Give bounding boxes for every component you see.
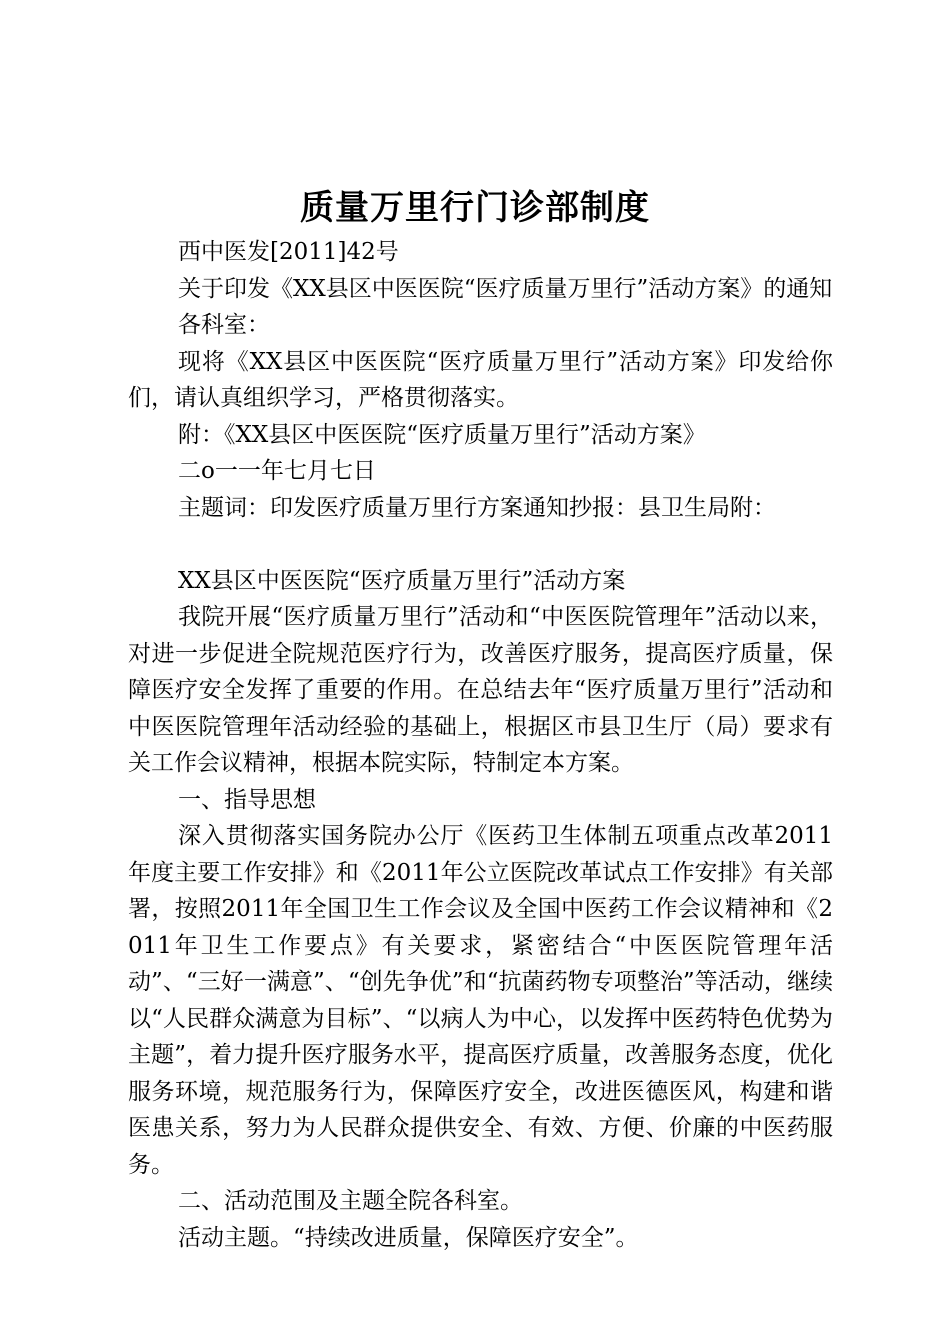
blank-line — [128, 526, 833, 563]
intro-paragraph: 我院开展“医疗质量万里行”活动和“中医医院管理年”活动以来，对进一步促进全院规范医疗行为，改善医疗服务，提高医疗质量，保障医疗安全发挥了重要的作用。在总结去年“医疗质量万里行”活动和中医医院管理年活动经验的基础上，根据区市县卫生厅（局）要求有关工作会议精神，根据本院实际，特制定本方案。 — [128, 604, 833, 776]
document-body — [128, 234, 833, 1256]
plan-title: XX县区中医医院“医疗质量万里行”活动方案 — [178, 567, 626, 594]
activity-theme: 活动主题。“持续改进质量，保障医疗安全”。 — [178, 1224, 639, 1251]
section-heading-2: 二、活动范围及主题全院各科室。 — [178, 1188, 523, 1214]
section-heading-1: 一、指导思想 — [178, 786, 316, 813]
attachment-line: 附：《XX县区中医医院“医疗质量万里行”活动方案》 — [178, 421, 706, 448]
document-number: 西中医发[2011]42号 — [178, 239, 399, 265]
document-title: 质量万里行门诊部制度 — [300, 188, 650, 228]
addressee: 各科室： — [178, 312, 270, 338]
subject-words: 主题词：印发医疗质量万里行方案通知抄报：县卫生局附： — [178, 494, 776, 521]
issue-date: 二o一一年七月七日 — [178, 458, 376, 484]
notice-body: 现将《XX县区中医医院“医疗质量万里行”活动方案》印发给你们，请认真组织学习，严格贯彻落实。 — [128, 348, 833, 411]
notice-heading: 关于印发《XX县区中医医院“医疗质量万里行”活动方案》的通知 — [178, 275, 833, 302]
guiding-thought-paragraph: 深入贯彻落实国务院办公厅《医药卫生体制五项重点改革2011年度主要工作安排》和《2011年公立医院改革试点工作安排》有关部署，按照2011年全国卫生工作会议及全国中医药工作会议精神和《2011年卫生工作要点》有关要求，紧密结合“中医医院管理年活动”、“三好一满意”、“创先争优”和“抗菌药物专项整治”等活动，继续以“人民群众满意为目标”、“以病人为中心，以发挥中医药特色优势为主题”，着力提升医疗服务水平，提高医疗质量，改善服务态度，优化服务环境，规范服务行为，保障医疗安全，改进医德医风，构建和谐医患关系，努力为人民群众提供安全、有效、方便、价廉的中医药服务。 — [128, 823, 833, 1178]
